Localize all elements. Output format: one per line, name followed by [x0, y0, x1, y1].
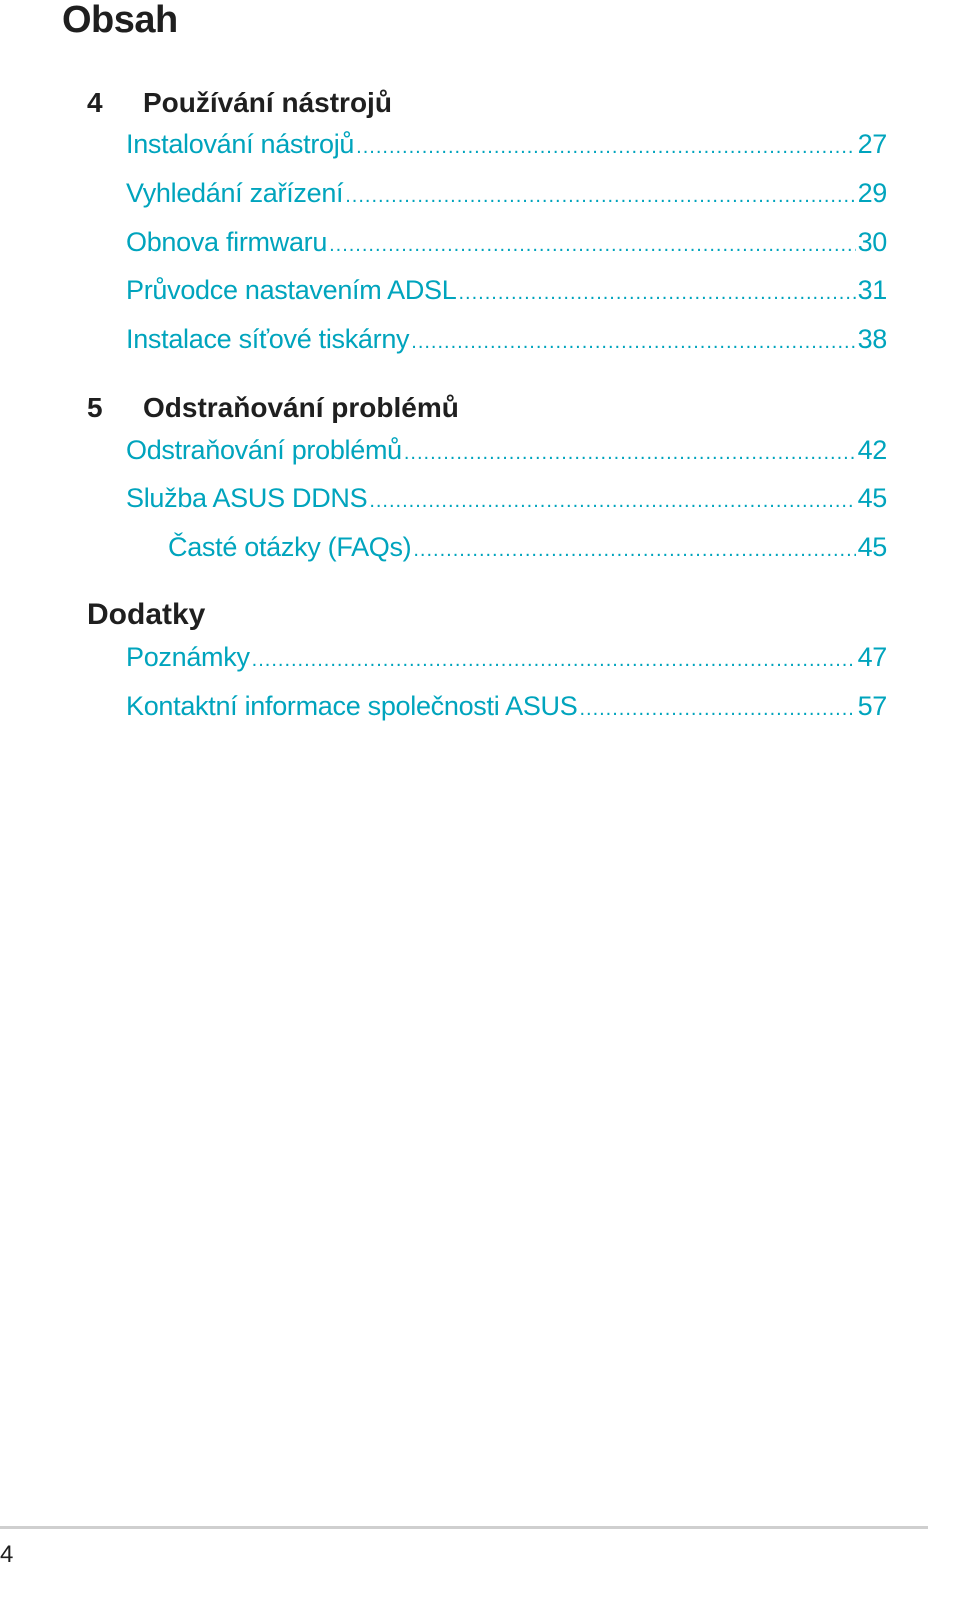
- chapter-heading-4: [87, 86, 887, 120]
- page-number: 4: [0, 1541, 14, 1568]
- toc-leader-dots: [329, 227, 855, 263]
- toc-entry-obnova-firmwaru[interactable]: [126, 224, 887, 260]
- toc-leader-dots: [252, 642, 856, 678]
- toc-leader-dots: [404, 435, 856, 471]
- toc-entry-page: 47: [857, 642, 887, 672]
- toc-leader-dots: [411, 324, 855, 360]
- toc-entry-instalace-tiskarny[interactable]: [126, 321, 887, 357]
- toc-entry-page: 29: [857, 178, 887, 208]
- chapter-number: 4: [87, 87, 103, 118]
- toc-entry-page: 45: [857, 532, 887, 562]
- toc-entry-poznamky[interactable]: [126, 639, 887, 675]
- toc-leader-dots: [356, 129, 855, 165]
- toc-entry-label: Kontaktní informace společnosti ASUS: [126, 691, 578, 721]
- toc-entry-label: Instalování nástrojů: [126, 129, 355, 159]
- toc-entry-vyhledani-zarizeni[interactable]: [126, 175, 887, 211]
- toc-entry-label: Poznámky: [126, 642, 250, 672]
- toc-leader-dots: [369, 483, 855, 519]
- toc-entry-label: Obnova firmwaru: [126, 227, 328, 257]
- toc-entry-label: Služba ASUS DDNS: [126, 483, 368, 513]
- toc-entry-page: 30: [857, 227, 887, 257]
- chapter-title: Používání nástrojů: [143, 87, 392, 118]
- toc-entry-pruvodce-adsl[interactable]: [126, 272, 887, 308]
- toc-entry-label: Průvodce nastavením ADSL: [126, 275, 457, 305]
- toc-entry-label: Časté otázky (FAQs): [168, 532, 412, 562]
- toc-entry-page: 31: [857, 275, 887, 305]
- toc-entry-sluzba-asus-ddns[interactable]: [126, 480, 887, 516]
- toc-entry-label: Odstraňování problémů: [126, 435, 402, 465]
- toc-entry-kontaktni-informace[interactable]: [126, 688, 887, 724]
- appendix-heading: Dodatky: [87, 598, 206, 631]
- toc-leader-dots: [413, 532, 855, 568]
- toc-entry-page: 42: [857, 435, 887, 465]
- toc-entry-instalovani-nastroju[interactable]: [126, 126, 887, 162]
- toc-entry-label: Instalace síťové tiskárny: [126, 324, 410, 354]
- toc-entry-caste-otazky[interactable]: [168, 529, 887, 565]
- chapter-title: Odstraňování problémů: [143, 392, 459, 423]
- chapter-number: 5: [87, 392, 103, 423]
- toc-leader-dots: [345, 178, 855, 214]
- chapter-heading-5: [87, 391, 887, 425]
- toc-entry-page: 57: [857, 691, 887, 721]
- toc-entry-odstranovani-problemu[interactable]: [126, 432, 887, 468]
- toc-entry-label: Vyhledání zařízení: [126, 178, 344, 208]
- toc-entry-page: 38: [857, 324, 887, 354]
- toc-entry-page: 27: [857, 129, 887, 159]
- toc-leader-dots: [459, 275, 856, 311]
- toc-leader-dots: [579, 691, 855, 727]
- page-title: Obsah: [62, 0, 178, 41]
- toc-entry-page: 45: [857, 483, 887, 513]
- footer-rule: [0, 1526, 928, 1529]
